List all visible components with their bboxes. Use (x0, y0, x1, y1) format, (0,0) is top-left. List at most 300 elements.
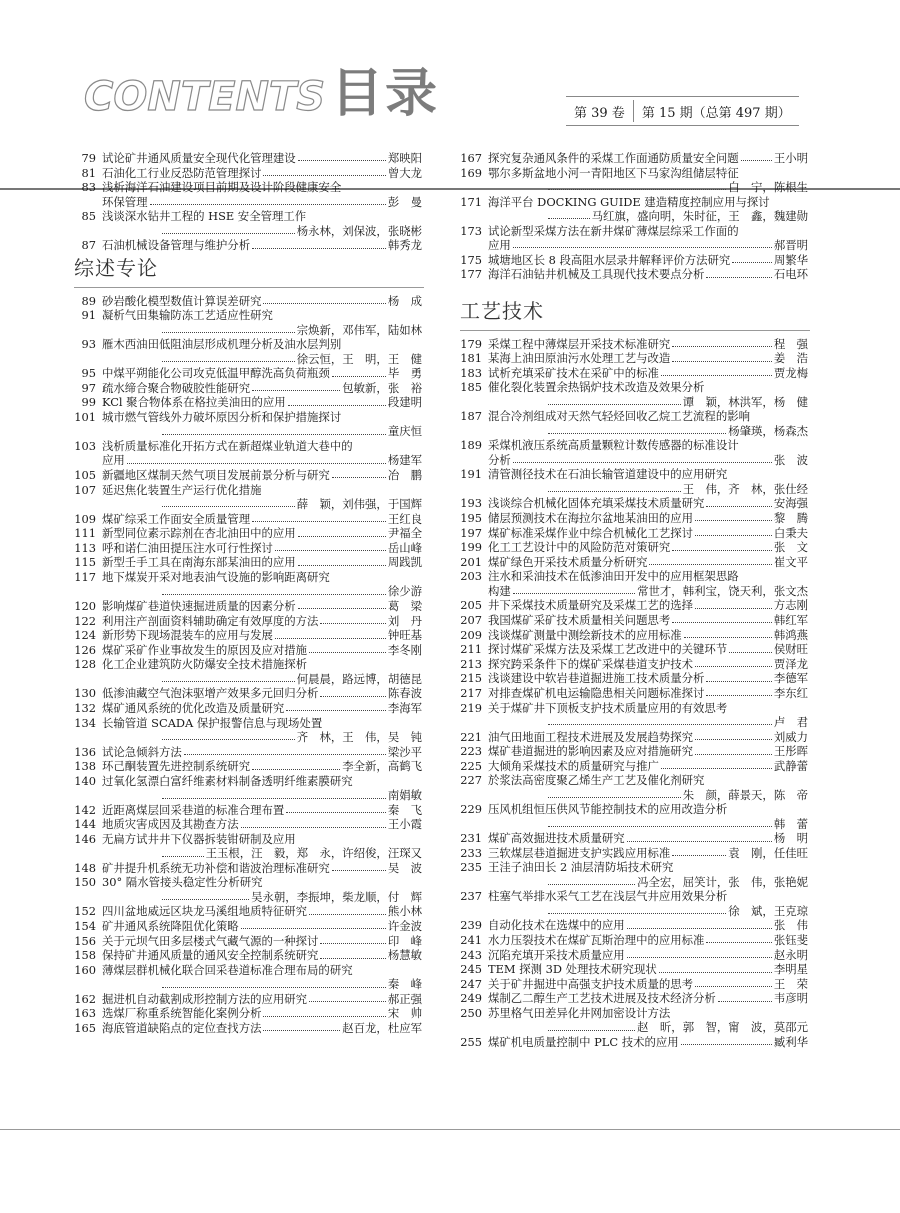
entry-title-line (102, 526, 422, 540)
toc-entry[interactable] (458, 948, 808, 962)
toc-entry[interactable] (72, 366, 422, 380)
entry-author: 岳山峰 (387, 540, 422, 555)
entry-body (488, 598, 808, 612)
page-number: 237 (460, 889, 482, 904)
toc-entry[interactable] (72, 238, 422, 252)
toc-entry[interactable] (458, 860, 808, 889)
entry-title: 煤制乙二醇生产工艺技术进展及技术经济分析 (488, 991, 716, 1006)
entry-title-line (488, 773, 808, 787)
entry-title-line (102, 468, 422, 482)
entry-title-line (488, 918, 808, 932)
entry-title-line (488, 238, 808, 252)
entry-body (488, 1035, 808, 1049)
leader-dots (672, 540, 772, 550)
page-number: 173 (460, 223, 482, 238)
toc-entry[interactable] (458, 253, 808, 267)
page-number: 227 (460, 773, 482, 788)
page-number: 87 (81, 238, 96, 253)
entry-body (102, 948, 422, 962)
leader-dots (627, 831, 772, 841)
toc-entry[interactable] (72, 628, 422, 642)
toc-entry[interactable] (72, 745, 422, 759)
leader-dots (162, 672, 295, 682)
entry-body (488, 224, 808, 253)
page-number: 207 (460, 612, 482, 627)
toc-entry[interactable] (72, 716, 422, 745)
toc-entry[interactable] (72, 1021, 422, 1035)
entry-author: 赵 昕，郭 智，甯 波，莫邵元 (637, 1020, 808, 1035)
entry-title-line (102, 701, 422, 715)
entry-author: 赵百龙，杜应军 (342, 1021, 422, 1036)
leader-dots (548, 395, 681, 405)
entry-title-line (488, 933, 808, 947)
toc-entry[interactable] (458, 526, 808, 540)
toc-entry[interactable] (72, 526, 422, 540)
toc-entry[interactable] (458, 889, 808, 918)
entry-author: 侯财旺 (773, 642, 808, 657)
volume-label: 第 39 卷 (574, 105, 625, 121)
entry-title-line (488, 962, 808, 976)
toc-entry[interactable] (458, 337, 808, 351)
leader-dots (162, 977, 386, 987)
toc-entry[interactable] (72, 701, 422, 715)
entry-body (488, 860, 808, 889)
entry-body (488, 337, 808, 351)
leader-dots (695, 730, 772, 740)
leader-dots (695, 977, 772, 987)
toc-entry[interactable] (458, 657, 808, 671)
entry-title-line (488, 802, 808, 816)
leader-dots (706, 267, 771, 277)
toc-entry[interactable] (72, 512, 422, 526)
author-line (488, 788, 808, 802)
leader-dots (332, 366, 386, 376)
toc-entry[interactable] (458, 642, 808, 656)
entry-title-line (488, 438, 808, 452)
entry-body (102, 963, 422, 992)
leader-dots (184, 745, 386, 755)
toc-entry[interactable] (72, 381, 422, 395)
leader-dots (298, 151, 386, 161)
entry-title: 试析充填采矿技术在采矿中的标准 (488, 365, 659, 380)
page-number: 162 (74, 991, 96, 1006)
entry-body (488, 642, 808, 656)
leader-dots (320, 948, 385, 958)
entry-author: 白 宁，陈根生 (728, 180, 808, 194)
toc-entry[interactable] (72, 948, 422, 962)
entry-title-line (102, 919, 422, 933)
page-number: 130 (74, 686, 96, 701)
entry-author: 王 伟，齐 林，张仕经 (682, 481, 808, 496)
entry-title: 催化裂化装置余热锅炉技术改造及效果分析 (488, 380, 705, 395)
entry-body (102, 745, 422, 759)
leader-dots (695, 657, 772, 667)
page-number: 113 (74, 540, 96, 555)
page-number: 199 (460, 540, 482, 555)
toc-entry[interactable] (72, 209, 422, 238)
leader-dots (263, 294, 385, 304)
toc-entry[interactable] (458, 467, 808, 496)
entry-title-line (488, 977, 808, 991)
entry-title: 30° 隔水管接头稳定性分析研究 (102, 875, 263, 890)
toc-entry[interactable] (458, 267, 808, 281)
entry-title-line (102, 512, 422, 526)
entry-author: 钟旺基 (387, 628, 422, 643)
toc-entry[interactable] (458, 628, 808, 642)
author-line (488, 395, 808, 409)
toc-entry[interactable] (458, 977, 808, 991)
toc-entry[interactable] (72, 483, 422, 512)
toc-entry[interactable] (458, 773, 808, 802)
entry-body (102, 803, 422, 817)
entry-title: 浅析海洋石油建设项目前期及设计阶段健康安全 (102, 180, 342, 195)
toc-entry[interactable] (72, 904, 422, 918)
entry-body (102, 759, 422, 773)
entry-title: 四川盆地威远区块龙马溪组地质特征研究 (102, 904, 308, 919)
leader-dots (706, 686, 771, 696)
entry-author: 梁沙平 (387, 744, 422, 759)
section-title-review: 综述专论 (74, 261, 424, 288)
entry-author: 彭 曼 (387, 194, 422, 209)
entry-title-line (488, 496, 808, 510)
entry-title: 鄂尔多斯盆地小河一青阳地区下马家沟组储层特征 (488, 165, 739, 180)
entry-title-line (488, 351, 808, 365)
leader-dots (263, 1006, 385, 1016)
toc-entry[interactable] (72, 468, 422, 482)
toc-entry[interactable] (458, 991, 808, 1005)
entry-body (102, 861, 422, 875)
entry-body (102, 774, 422, 803)
author-line (488, 180, 808, 194)
toc-entry[interactable] (458, 744, 808, 758)
page-number: 146 (74, 831, 96, 846)
entry-title: 掘进机自动截割成形控制方法的应用研究 (102, 991, 308, 1006)
entry-body (488, 540, 808, 554)
toc-entry[interactable] (458, 366, 808, 380)
toc-entry[interactable] (458, 686, 808, 700)
entry-title: 浅谈建设中软岩巷道掘进施工技术质量分析 (488, 671, 705, 686)
toc-entry[interactable] (72, 337, 422, 366)
toc-entry[interactable] (458, 380, 808, 409)
entry-author: 卢 君 (773, 714, 808, 729)
toc-entry[interactable] (72, 541, 422, 555)
entry-body (102, 483, 422, 512)
toc-entry[interactable] (72, 875, 422, 904)
page-number: 115 (74, 555, 96, 570)
toc-entry[interactable] (458, 151, 808, 165)
page-number: 83 (81, 180, 96, 195)
toc-entry[interactable] (72, 657, 422, 686)
toc-entry[interactable] (72, 686, 422, 700)
entry-author: 李东红 (773, 685, 808, 700)
leader-dots (706, 496, 771, 506)
page-number: 154 (74, 919, 96, 934)
entry-title: 化工工艺设计中的风险防范对策研究 (488, 540, 671, 555)
toc-entry[interactable] (458, 569, 808, 598)
toc-entry[interactable] (72, 166, 422, 180)
toc-entry[interactable] (458, 195, 808, 224)
toc-entry[interactable] (72, 803, 422, 817)
entry-title: 矿井通风系统降阻优化策略 (102, 919, 239, 934)
entry-author: 张 文 (773, 540, 808, 555)
page-number: 183 (460, 365, 482, 380)
page-number: 241 (460, 933, 482, 948)
page-number: 179 (460, 336, 482, 351)
entry-body (102, 934, 422, 948)
entry-author: 杨 明 (773, 831, 808, 846)
entry-title-continued: 应用 (488, 238, 511, 252)
toc-entry[interactable] (458, 759, 808, 773)
entry-title: 低渗油藏空气泡沫驱增产效果多元回归分析 (102, 686, 319, 701)
page-number: 136 (74, 744, 96, 759)
entry-title-line (102, 238, 422, 252)
toc-entry[interactable] (72, 599, 422, 613)
leader-dots (241, 919, 386, 929)
toc-entry[interactable] (72, 180, 422, 209)
left-top-list (72, 151, 422, 253)
leader-dots (672, 351, 772, 361)
page-number: 209 (460, 627, 482, 642)
entry-title-line (488, 889, 808, 903)
toc-entry[interactable] (458, 613, 808, 627)
leader-dots (309, 992, 386, 1002)
entry-author: 曾大龙 (387, 165, 422, 180)
toc-entry[interactable] (458, 511, 808, 525)
toc-entry[interactable] (458, 802, 808, 831)
entry-title-line (102, 803, 422, 817)
entry-author: 姜 浩 (773, 351, 808, 366)
leader-dots (548, 875, 635, 885)
toc-entry[interactable] (458, 831, 808, 845)
entry-title-continued: 环保管理 (102, 194, 148, 209)
author-line (488, 875, 808, 889)
entry-title-line (488, 166, 808, 180)
entry-body (488, 831, 808, 845)
toc-entry[interactable] (72, 832, 422, 861)
entry-author: 杨 成 (387, 293, 422, 308)
page-number: 144 (74, 817, 96, 832)
entry-title-line (102, 453, 422, 467)
toc-entry[interactable] (458, 166, 808, 195)
page-number: 219 (460, 700, 482, 715)
page-number: 140 (74, 773, 96, 788)
entry-author: 韩 蕾 (773, 816, 808, 831)
toc-entry[interactable] (458, 918, 808, 932)
entry-title-continued: 分析 (488, 452, 511, 467)
entry-author: 常世才，韩利宝，饶天利，张文杰 (637, 583, 808, 598)
toc-entry[interactable] (72, 861, 422, 875)
entry-body (102, 151, 422, 165)
toc-entry[interactable] (72, 151, 422, 165)
toc-entry[interactable] (458, 351, 808, 365)
entry-title-line (102, 599, 422, 613)
toc-entry[interactable] (458, 933, 808, 947)
entry-title: 新形势下现场混装车的应用与发展 (102, 628, 273, 643)
entry-author: 程 强 (773, 336, 808, 351)
entry-author: 熊小林 (387, 904, 422, 919)
leader-dots (298, 555, 386, 565)
entry-title: 於浆法高密度聚乙烯生产工艺及催化剂研究 (488, 773, 705, 788)
entry-body (488, 613, 808, 627)
toc-entry[interactable] (72, 555, 422, 569)
entry-body (102, 716, 422, 745)
toc-entry[interactable] (458, 224, 808, 253)
entry-body (488, 802, 808, 831)
toc-entry[interactable] (72, 774, 422, 803)
page-number: 128 (74, 657, 96, 672)
entry-title-line (488, 657, 808, 671)
entry-body (102, 832, 422, 861)
page-number: 243 (460, 947, 482, 962)
leader-dots (263, 166, 385, 176)
entry-body (488, 918, 808, 932)
page-number: 156 (74, 933, 96, 948)
entry-author: 白秉夫 (773, 525, 808, 540)
entry-title: 城塘地区长 8 段高阻水层录井解释评价方法研究 (488, 252, 731, 267)
entry-title-line (488, 860, 808, 874)
entry-title: 中煤平朔能化公司攻克低温甲醇洗高负荷瓶颈 (102, 366, 330, 381)
entry-title-line (102, 366, 422, 380)
leader-dots (263, 1021, 340, 1031)
page-number: 111 (74, 526, 96, 541)
entry-title-line (102, 1021, 422, 1035)
entry-author: 李明星 (773, 962, 808, 977)
entry-title: 延迟焦化装置生产运行优化措施 (102, 482, 262, 497)
entry-author: 薛 颖，刘伟强，于国辉 (296, 496, 422, 511)
toc-entry[interactable] (458, 409, 808, 438)
toc-entry[interactable] (458, 1006, 808, 1035)
entry-body (102, 294, 422, 308)
leader-dots (252, 381, 340, 391)
entry-title-line (102, 381, 422, 395)
entry-author: 杨慧敏 (387, 948, 422, 963)
entry-author: 张 伟 (773, 918, 808, 933)
entry-body (102, 166, 422, 180)
leader-dots (718, 991, 772, 1001)
toc-entry[interactable] (72, 643, 422, 657)
entry-title: 注水和采油技术在低渗油田开发中的应用框架思路 (488, 569, 739, 584)
toc-entry[interactable] (72, 963, 422, 992)
toc-entry[interactable] (72, 395, 422, 409)
toc-entry[interactable] (458, 496, 808, 510)
entry-title: 海洋平台 DOCKING GUIDE 建造精度控制应用与探讨 (488, 194, 770, 209)
right-column (458, 151, 808, 1050)
toc-entry[interactable] (458, 1035, 808, 1049)
entry-title-line (102, 817, 422, 831)
entry-title: 海洋石油钻井机械及工具现代技术要点分析 (488, 267, 705, 282)
right-top-list (458, 151, 808, 282)
leader-dots (729, 642, 772, 652)
toc-entry[interactable] (458, 701, 808, 730)
page-number: 81 (81, 165, 96, 180)
entry-title: 压风机组恒压供风节能控制技术的应用改造分析 (488, 802, 728, 817)
toc-entry[interactable] (458, 598, 808, 612)
entry-author: 周繁华 (773, 252, 808, 267)
entry-title: 城市燃气管线外力破坏原因分析和保护措施探讨 (102, 409, 342, 424)
page-number: 148 (74, 860, 96, 875)
leader-dots (320, 686, 385, 696)
toc-entry[interactable] (72, 294, 422, 308)
entry-title-line (488, 831, 808, 845)
toc-entry[interactable] (72, 759, 422, 773)
entry-body (102, 686, 422, 700)
entry-author: 韩秀龙 (387, 238, 422, 253)
entry-body (488, 267, 808, 281)
entry-author: 朱 颜，薛景天，陈 帝 (682, 787, 808, 802)
entry-body (488, 166, 808, 195)
page-number: 95 (81, 366, 96, 381)
entry-author: 包敏新，张 裕 (342, 380, 422, 395)
toc-entry[interactable] (72, 817, 422, 831)
entry-body (102, 628, 422, 642)
toc-entry[interactable] (458, 962, 808, 976)
toc-entry[interactable] (72, 1006, 422, 1020)
entry-title-line (488, 1035, 808, 1049)
toc-entry[interactable] (458, 671, 808, 685)
leader-dots (706, 671, 771, 681)
entry-title: 利用注产剖面资料辅助确定有效厚度的方法 (102, 613, 319, 628)
author-line (102, 323, 422, 337)
page-number: 245 (460, 962, 482, 977)
page-number: 201 (460, 554, 482, 569)
entry-title-line (102, 337, 422, 351)
entry-body (102, 209, 422, 238)
entry-title-line (488, 267, 808, 281)
toc-entry[interactable] (72, 308, 422, 337)
toc-entry[interactable] (72, 439, 422, 468)
entry-title-line (102, 1006, 422, 1020)
leader-dots (548, 180, 726, 190)
page-number: 105 (74, 467, 96, 482)
toc-entry[interactable] (458, 730, 808, 744)
toc-entry[interactable] (72, 570, 422, 599)
leader-dots (548, 482, 681, 492)
toc-entry[interactable] (72, 934, 422, 948)
leader-dots (672, 337, 772, 347)
author-line (488, 904, 808, 918)
toc-entry[interactable] (458, 540, 808, 554)
page-number: 97 (81, 380, 96, 395)
toc-entry[interactable] (72, 410, 422, 439)
toc-entry[interactable] (458, 438, 808, 467)
toc-entry[interactable] (72, 614, 422, 628)
author-line (488, 1020, 808, 1034)
leader-dots (695, 511, 772, 521)
entry-body (102, 817, 422, 831)
entry-title-line (488, 584, 808, 598)
entry-body (102, 1021, 422, 1035)
leader-dots (649, 555, 771, 565)
leader-dots (286, 803, 386, 813)
entry-body (488, 409, 808, 438)
entry-title-line (488, 686, 808, 700)
toc-entry[interactable] (72, 919, 422, 933)
entry-body (102, 1006, 422, 1020)
entry-title-line (102, 555, 422, 569)
entry-author: 王红良 (387, 511, 422, 526)
entry-title: 煤矿标准采煤作业中综合机械化工艺探讨 (488, 525, 694, 540)
toc-entry[interactable] (458, 555, 808, 569)
leader-dots (320, 934, 385, 944)
entry-body (488, 569, 808, 598)
entry-title: 探究跨采条件下的煤矿采煤巷道支护技术 (488, 656, 694, 671)
entry-author: 周践凯 (387, 555, 422, 570)
author-line (102, 788, 422, 802)
leader-dots (684, 628, 772, 638)
entry-body (488, 759, 808, 773)
toc-entry[interactable] (458, 846, 808, 860)
toc-entry[interactable] (72, 992, 422, 1006)
